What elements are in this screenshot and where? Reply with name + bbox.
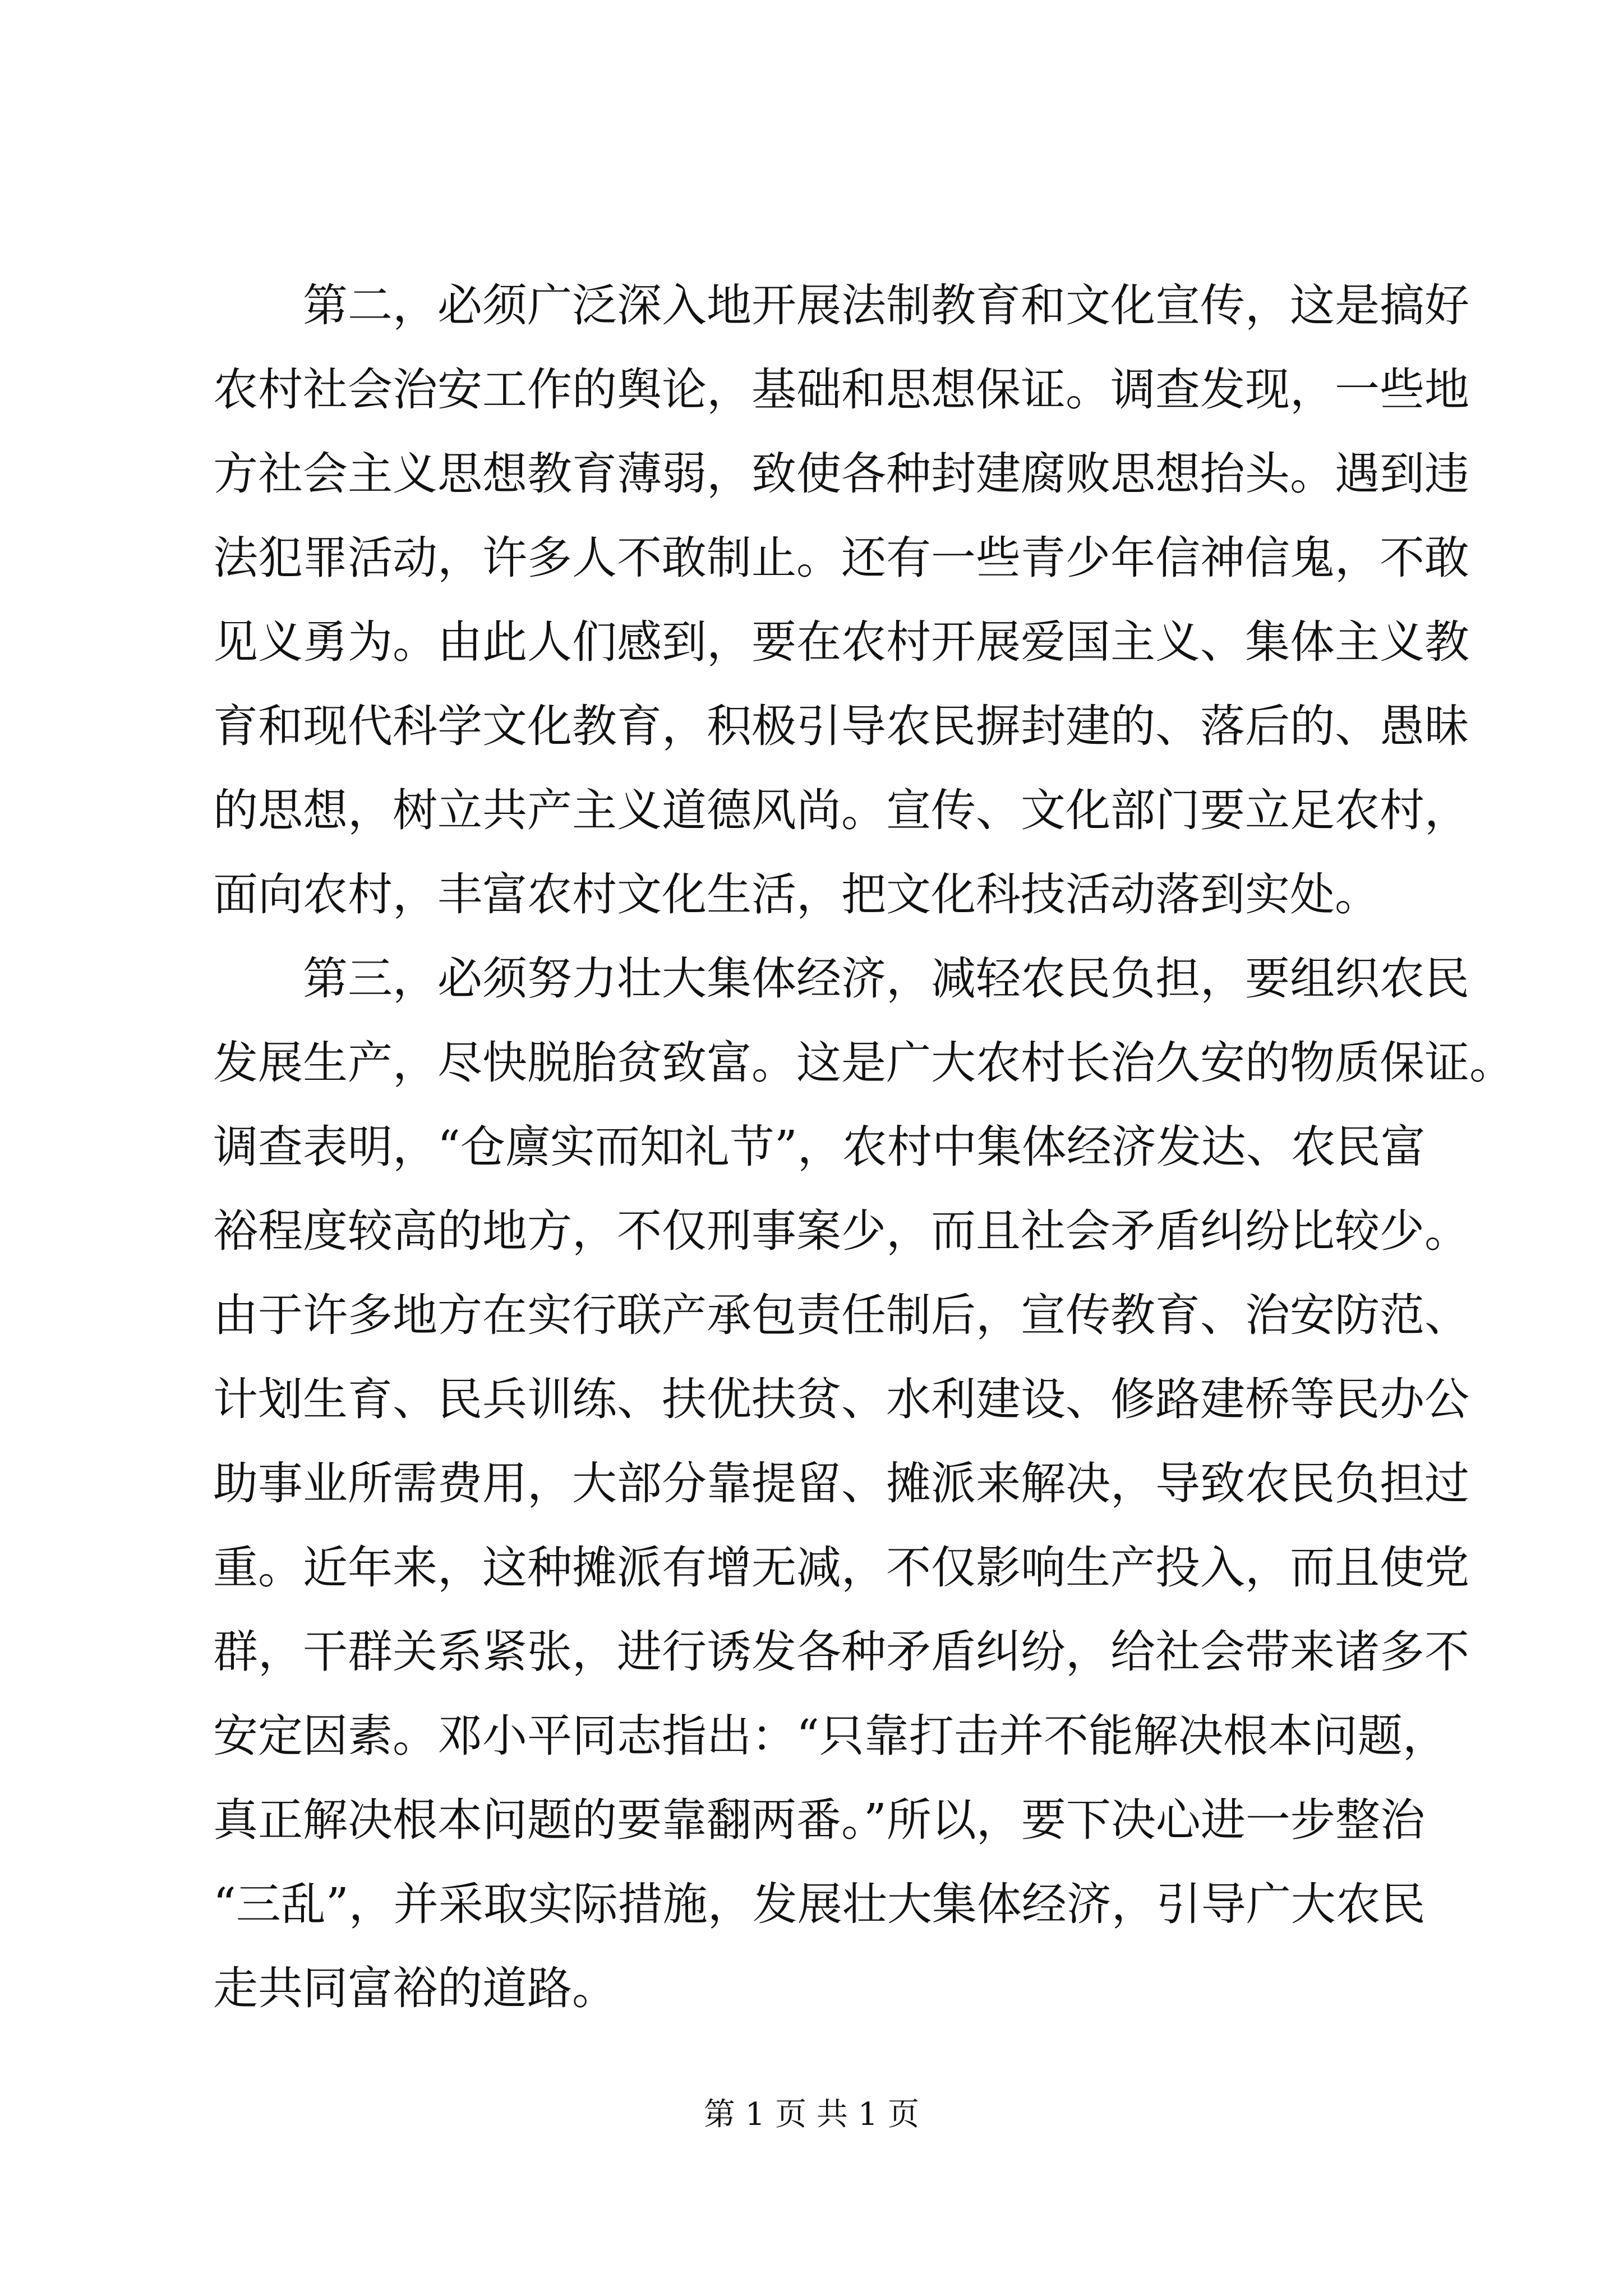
paragraph-2-line-11: 真正解决根本问题的要靠翻两番。”所以，要下决心进一步整治 — [213, 1794, 1425, 1846]
paragraph-2-line-1: 第三，必须努力壮大集体经济，减轻农民负担，要组织农民 — [303, 953, 1469, 1005]
paragraph-1-line-8: 面向农村，丰富农村文化生活，把文化科技活动落到实处。 — [213, 868, 1380, 921]
paragraph-2-line-3: 调查表明，“仓廪实而知礼节”，农村中集体经济发达、农民富 — [213, 1121, 1426, 1173]
paragraph-1-line-1: 第二，必须广泛深入地开展法制教育和文化宣传，这是搞好 — [303, 279, 1469, 332]
document-body — [213, 264, 1514, 2031]
paragraph-2-line-13: 走共同富裕的道路。 — [213, 1962, 617, 2014]
paragraph-1-line-5: 见义勇为。由此人们感到，要在农村开展爱国主义、集体主义教 — [213, 616, 1469, 668]
paragraph-1-line-7: 的思想，树立共产主义道德风尚。宣传、文化部门要立足农村， — [213, 784, 1469, 836]
paragraph-1-line-4: 法犯罪活动，许多人不敢制止。还有一些青少年信神信鬼，不敢 — [213, 532, 1469, 584]
paragraph-1-line-3: 方社会主义思想教育薄弱，致使各种封建腐败思想抬头。遇到违 — [213, 448, 1469, 500]
paragraph-2-line-9: 群，干群关系紧张，进行诱发各种矛盾纠纷，给社会带来诸多不 — [213, 1626, 1469, 1678]
paragraph-2-line-6: 计划生育、民兵训练、扶优扶贫、水利建设、修路建桥等民办公 — [213, 1373, 1469, 1425]
paragraph-2-line-8: 重。近年来，这种摊派有增无减，不仅影响生产投入，而且使党 — [213, 1542, 1469, 1594]
page-number-label: 第 1 页 共 1 页 — [703, 2096, 920, 2133]
paragraph-2-line-2: 发展生产，尽快脱胎贫致富。这是广大农村长治久安的物质保证。 — [213, 1037, 1514, 1089]
page-footer — [0, 2092, 1623, 2137]
paragraph-1-line-6: 育和现代科学文化教育，积极引导农民摒封建的、落后的、愚昧 — [213, 700, 1469, 752]
paragraph-1-line-2: 农村社会治安工作的舆论，基础和思想保证。调查发现，一些地 — [213, 364, 1469, 416]
paragraph-2-line-7: 助事业所需费用，大部分靠提留、摊派来解决，导致农民负担过 — [213, 1457, 1469, 1510]
paragraph-2-line-4: 裕程度较高的地方，不仅刑事案少，而且社会矛盾纠纷比较少。 — [213, 1205, 1469, 1257]
paragraph-2-line-5: 由于许多地方在实行联产承包责任制后，宣传教育、治安防范、 — [213, 1289, 1469, 1341]
paragraph-2-line-10: 安定因素。邓小平同志指出：“只靠打击并不能解决根本问题， — [213, 1710, 1447, 1762]
paragraph-2-line-12: “三乱”，并采取实际措施，发展壮大集体经济，引导广大农民 — [213, 1878, 1426, 1930]
